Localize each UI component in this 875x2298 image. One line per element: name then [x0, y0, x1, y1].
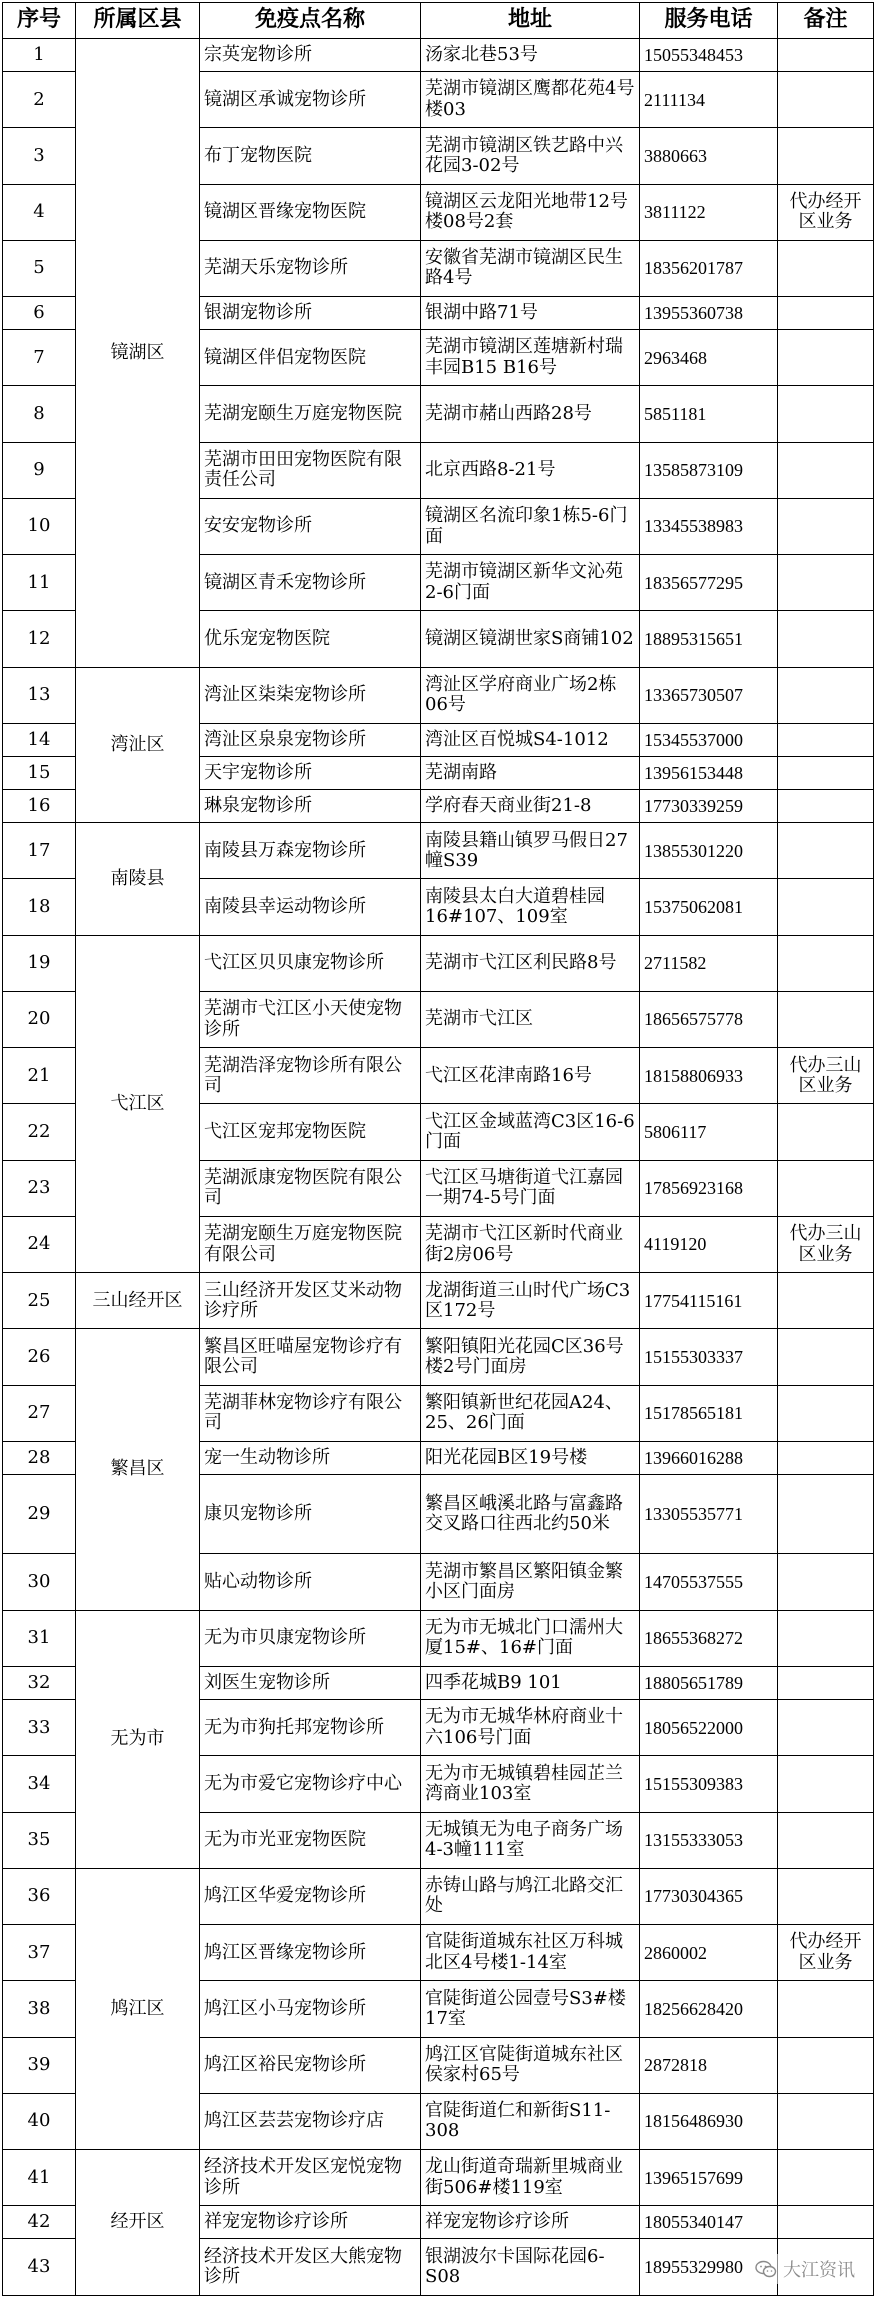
clinic-address: 镜湖区镜湖世家S商铺102 — [421, 611, 640, 667]
row-number: 34 — [3, 1756, 76, 1812]
clinic-name: 芜湖天乐宠物诊所 — [200, 240, 421, 296]
clinic-phone: 17754115161 — [640, 1273, 778, 1329]
clinic-phone: 13966016288 — [640, 1441, 778, 1474]
clinic-phone: 15155303337 — [640, 1329, 778, 1385]
clinic-address: 赤铸山路与鸠江北路交汇处 — [421, 1868, 640, 1924]
clinic-name: 南陵县万森宠物诊所 — [200, 823, 421, 879]
clinic-name: 镜湖区晋缘宠物医院 — [200, 184, 421, 240]
clinic-note — [778, 723, 874, 756]
clinic-note — [778, 1868, 874, 1924]
table-row — [3, 823, 874, 879]
clinic-note — [778, 1981, 874, 2037]
clinic-address: 镜湖区云龙阳光地带12号楼08号2套 — [421, 184, 640, 240]
clinic-name: 三山经济开发区艾米动物诊疗所 — [200, 1273, 421, 1329]
clinic-note — [778, 297, 874, 330]
district-cell: 三山经开区 — [76, 1273, 200, 1329]
table-row — [3, 2150, 874, 2206]
clinic-table — [2, 2, 874, 2296]
district-cell: 湾沚区 — [76, 667, 200, 823]
table-row — [3, 667, 874, 723]
clinic-name: 无为市贝康宠物诊所 — [200, 1610, 421, 1666]
clinic-name: 无为市爱它宠物诊疗中心 — [200, 1756, 421, 1812]
district-cell: 弋江区 — [76, 935, 200, 1273]
clinic-phone: 18655368272 — [640, 1610, 778, 1666]
clinic-note — [778, 1104, 874, 1160]
row-number: 3 — [3, 128, 76, 184]
clinic-name: 康贝宠物诊所 — [200, 1475, 421, 1554]
clinic-address: 龙山街道奇瑞新里城商业街506#楼119室 — [421, 2150, 640, 2206]
clinic-note — [778, 1756, 874, 1812]
clinic-phone: 3811122 — [640, 184, 778, 240]
clinic-note — [778, 386, 874, 442]
table-row — [3, 935, 874, 991]
clinic-address: 安徽省芜湖市镜湖区民生路4号 — [421, 240, 640, 296]
clinic-address: 四季花城B9 101 — [421, 1666, 640, 1699]
clinic-note — [778, 2206, 874, 2239]
clinic-address: 祥宠宠物诊疗诊所 — [421, 2206, 640, 2239]
clinic-note — [778, 1554, 874, 1610]
clinic-phone: 2111134 — [640, 72, 778, 128]
clinic-phone: 13345538983 — [640, 498, 778, 554]
row-number: 29 — [3, 1475, 76, 1554]
table-row — [3, 1868, 874, 1924]
clinic-name: 经济技术开发区大熊宠物诊所 — [200, 2239, 421, 2296]
clinic-address: 南陵县太白大道碧桂园16#107、109室 — [421, 879, 640, 935]
clinic-name: 刘医生宠物诊所 — [200, 1666, 421, 1699]
clinic-phone: 14705537555 — [640, 1554, 778, 1610]
clinic-address: 弋江区花津南路16号 — [421, 1048, 640, 1104]
clinic-note — [778, 1700, 874, 1756]
clinic-address: 芜湖市镜湖区新华文沁苑2-6门面 — [421, 555, 640, 611]
clinic-address: 南陵县籍山镇罗马假日27幢S39 — [421, 823, 640, 879]
clinic-name: 湾沚区泉泉宠物诊所 — [200, 723, 421, 756]
clinic-address: 官陡街道仁和新街S11-308 — [421, 2093, 640, 2149]
clinic-name: 天宇宠物诊所 — [200, 757, 421, 790]
clinic-name: 芜湖菲林宠物诊疗有限公司 — [200, 1385, 421, 1441]
clinic-note — [778, 555, 874, 611]
clinic-phone: 2963468 — [640, 330, 778, 386]
clinic-phone: 15155309383 — [640, 1756, 778, 1812]
clinic-name: 银湖宠物诊所 — [200, 297, 421, 330]
clinic-name: 镜湖区承诚宠物诊所 — [200, 72, 421, 128]
clinic-note — [778, 757, 874, 790]
row-number: 12 — [3, 611, 76, 667]
row-number: 36 — [3, 1868, 76, 1924]
clinic-address: 龙湖街道三山时代广场C3区172号 — [421, 1273, 640, 1329]
district-cell: 镜湖区 — [76, 39, 200, 668]
row-number: 2 — [3, 72, 76, 128]
row-number: 17 — [3, 823, 76, 879]
clinic-name: 镜湖区伴侣宠物医院 — [200, 330, 421, 386]
clinic-note — [778, 935, 874, 991]
row-number: 37 — [3, 1925, 76, 1981]
district-cell: 无为市 — [76, 1610, 200, 1868]
row-number: 30 — [3, 1554, 76, 1610]
clinic-note — [778, 1273, 874, 1329]
row-number: 20 — [3, 991, 76, 1047]
clinic-name: 湾沚区柒柒宠物诊所 — [200, 667, 421, 723]
clinic-name: 布丁宠物医院 — [200, 128, 421, 184]
clinic-address: 官陡街道公园壹号S3#楼17室 — [421, 1981, 640, 2037]
clinic-name: 无为市狗托邦宠物诊所 — [200, 1700, 421, 1756]
clinic-phone: 3880663 — [640, 128, 778, 184]
row-number: 26 — [3, 1329, 76, 1385]
header-district: 所属区县 — [76, 3, 200, 39]
clinic-name: 镜湖区青禾宠物诊所 — [200, 555, 421, 611]
clinic-note — [778, 667, 874, 723]
clinic-address: 弋江区金域蓝湾C3区16-6门面 — [421, 1104, 640, 1160]
clinic-address: 银湖波尔卡国际花园6-S08 — [421, 2239, 640, 2296]
clinic-note — [778, 879, 874, 935]
clinic-phone: 4119120 — [640, 1216, 778, 1272]
clinic-note — [778, 2037, 874, 2093]
clinic-note — [778, 1160, 874, 1216]
clinic-name: 鸠江区裕民宠物诊所 — [200, 2037, 421, 2093]
clinic-address: 无为市无城北门口濡州大厦15#、16#门面 — [421, 1610, 640, 1666]
row-number: 7 — [3, 330, 76, 386]
row-number: 13 — [3, 667, 76, 723]
clinic-phone: 2872818 — [640, 2037, 778, 2093]
clinic-note — [778, 39, 874, 72]
clinic-phone: 2860002 — [640, 1925, 778, 1981]
clinic-name: 经济技术开发区宠悦宠物诊所 — [200, 2150, 421, 2206]
row-number: 23 — [3, 1160, 76, 1216]
row-number: 15 — [3, 757, 76, 790]
row-number: 14 — [3, 723, 76, 756]
clinic-note — [778, 2150, 874, 2206]
clinic-phone: 13855301220 — [640, 823, 778, 879]
clinic-address: 弋江区马塘街道弋江嘉园一期74-5号门面 — [421, 1160, 640, 1216]
header-row — [3, 3, 874, 39]
row-number: 28 — [3, 1441, 76, 1474]
clinic-note — [778, 442, 874, 498]
clinic-phone: 15375062081 — [640, 879, 778, 935]
clinic-name: 芜湖市弋江区小天使宠物诊所 — [200, 991, 421, 1047]
clinic-address: 芜湖市赭山西路28号 — [421, 386, 640, 442]
clinic-note — [778, 2093, 874, 2149]
clinic-phone: 18805651789 — [640, 1666, 778, 1699]
clinic-note — [778, 1666, 874, 1699]
row-number: 27 — [3, 1385, 76, 1441]
clinic-name: 优乐宠宠物医院 — [200, 611, 421, 667]
clinic-address: 鸠江区官陡街道城东社区侯家村65号 — [421, 2037, 640, 2093]
clinic-phone: 17730304365 — [640, 1868, 778, 1924]
clinic-phone: 5851181 — [640, 386, 778, 442]
clinic-address: 北京西路8-21号 — [421, 442, 640, 498]
clinic-note: 代办经开区业务 — [778, 1925, 874, 1981]
clinic-address: 阳光花园B区19号楼 — [421, 1441, 640, 1474]
row-number: 21 — [3, 1048, 76, 1104]
clinic-phone: 18656575778 — [640, 991, 778, 1047]
clinic-name: 芜湖派康宠物医院有限公司 — [200, 1160, 421, 1216]
clinic-address: 芜湖市镜湖区铁艺路中兴花园3-02号 — [421, 128, 640, 184]
clinic-phone: 18158806933 — [640, 1048, 778, 1104]
clinic-note — [778, 498, 874, 554]
row-number: 5 — [3, 240, 76, 296]
clinic-phone: 13965157699 — [640, 2150, 778, 2206]
clinic-note — [778, 991, 874, 1047]
clinic-phone: 18356577295 — [640, 555, 778, 611]
row-number: 38 — [3, 1981, 76, 2037]
clinic-name: 祥宠宠物诊疗诊所 — [200, 2206, 421, 2239]
clinic-phone: 13956153448 — [640, 757, 778, 790]
clinic-phone: 17856923168 — [640, 1160, 778, 1216]
clinic-address: 无为市无城华林府商业十六106号门面 — [421, 1700, 640, 1756]
clinic-note: 代办三山区业务 — [778, 1216, 874, 1272]
clinic-address: 芜湖市繁昌区繁阳镇金繁小区门面房 — [421, 1554, 640, 1610]
row-number: 43 — [3, 2239, 76, 2296]
header-address: 地址 — [421, 3, 640, 39]
clinic-note — [778, 790, 874, 823]
clinic-name: 鸠江区晋缘宠物诊所 — [200, 1925, 421, 1981]
clinic-address: 芜湖南路 — [421, 757, 640, 790]
header-note: 备注 — [778, 3, 874, 39]
row-number: 4 — [3, 184, 76, 240]
clinic-phone: 15055348453 — [640, 39, 778, 72]
clinic-note: 代办三山区业务 — [778, 1048, 874, 1104]
row-number: 24 — [3, 1216, 76, 1272]
clinic-name: 琳泉宠物诊所 — [200, 790, 421, 823]
clinic-phone: 17730339259 — [640, 790, 778, 823]
clinic-phone: 13155333053 — [640, 1812, 778, 1868]
row-number: 19 — [3, 935, 76, 991]
table-row — [3, 1273, 874, 1329]
row-number: 41 — [3, 2150, 76, 2206]
clinic-phone: 18256628420 — [640, 1981, 778, 2037]
clinic-name: 鸠江区小马宠物诊所 — [200, 1981, 421, 2037]
clinic-name: 安安宠物诊所 — [200, 498, 421, 554]
clinic-phone: 18055340147 — [640, 2206, 778, 2239]
clinic-address: 繁阳镇新世纪花园A24、25、26门面 — [421, 1385, 640, 1441]
clinic-name: 宠一生动物诊所 — [200, 1441, 421, 1474]
table-row — [3, 39, 874, 72]
clinic-name: 芜湖宠颐生万庭宠物医院有限公司 — [200, 1216, 421, 1272]
clinic-note — [778, 1475, 874, 1554]
clinic-address: 芜湖市弋江区利民路8号 — [421, 935, 640, 991]
clinic-note — [778, 1385, 874, 1441]
clinic-address: 学府春天商业街21-8 — [421, 790, 640, 823]
clinic-phone: 13585873109 — [640, 442, 778, 498]
district-cell: 鸠江区 — [76, 1868, 200, 2149]
row-number: 25 — [3, 1273, 76, 1329]
clinic-name: 弋江区贝贝康宠物诊所 — [200, 935, 421, 991]
clinic-note — [778, 240, 874, 296]
clinic-note — [778, 1329, 874, 1385]
header-name: 免疫点名称 — [200, 3, 421, 39]
clinic-note — [778, 611, 874, 667]
wechat-icon — [755, 2260, 777, 2278]
clinic-address: 官陡街道城东社区万科城北区4号楼1-14室 — [421, 1925, 640, 1981]
row-number: 31 — [3, 1610, 76, 1666]
row-number: 42 — [3, 2206, 76, 2239]
clinic-address: 繁昌区峨溪北路与富鑫路交叉路口往西北约50米 — [421, 1475, 640, 1554]
row-number: 1 — [3, 39, 76, 72]
row-number: 18 — [3, 879, 76, 935]
clinic-phone: 5806117 — [640, 1104, 778, 1160]
clinic-address: 芜湖市弋江区 — [421, 991, 640, 1047]
table-row — [3, 1610, 874, 1666]
clinic-phone: 2711582 — [640, 935, 778, 991]
clinic-note — [778, 1441, 874, 1474]
header-phone: 服务电话 — [640, 3, 778, 39]
clinic-phone: 15345537000 — [640, 723, 778, 756]
clinic-name: 南陵县幸运动物诊所 — [200, 879, 421, 935]
clinic-phone: 18056522000 — [640, 1700, 778, 1756]
row-number: 8 — [3, 386, 76, 442]
row-number: 32 — [3, 1666, 76, 1699]
clinic-address: 芜湖市弋江区新时代商业街2房06号 — [421, 1216, 640, 1272]
row-number: 35 — [3, 1812, 76, 1868]
clinic-note — [778, 72, 874, 128]
clinic-phone: 18356201787 — [640, 240, 778, 296]
clinic-phone: 13365730507 — [640, 667, 778, 723]
row-number: 9 — [3, 442, 76, 498]
watermark-text: 大江资讯 — [783, 2260, 855, 2281]
row-number: 33 — [3, 1700, 76, 1756]
clinic-name: 芜湖市田田宠物医院有限责任公司 — [200, 442, 421, 498]
district-cell: 南陵县 — [76, 823, 200, 936]
clinic-address: 汤家北巷53号 — [421, 39, 640, 72]
row-number: 40 — [3, 2093, 76, 2149]
watermark — [751, 2254, 859, 2284]
clinic-phone: 18156486930 — [640, 2093, 778, 2149]
clinic-phone: 13955360738 — [640, 297, 778, 330]
district-cell: 繁昌区 — [76, 1329, 200, 1610]
clinic-phone: 18955329980 — [640, 2239, 778, 2296]
clinic-address: 湾沚区百悦城S4-1012 — [421, 723, 640, 756]
row-number: 16 — [3, 790, 76, 823]
clinic-note — [778, 1610, 874, 1666]
clinic-name: 弋江区宠邦宠物医院 — [200, 1104, 421, 1160]
clinic-note — [778, 823, 874, 879]
district-cell: 经开区 — [76, 2150, 200, 2296]
row-number: 39 — [3, 2037, 76, 2093]
clinic-address: 银湖中路71号 — [421, 297, 640, 330]
table-row — [3, 1329, 874, 1385]
clinic-address: 芜湖市镜湖区莲塘新村瑞丰园B15 B16号 — [421, 330, 640, 386]
clinic-name: 贴心动物诊所 — [200, 1554, 421, 1610]
clinic-note: 代办经开区业务 — [778, 184, 874, 240]
clinic-phone: 13305535771 — [640, 1475, 778, 1554]
clinic-note — [778, 330, 874, 386]
clinic-name: 鸠江区华爱宠物诊所 — [200, 1868, 421, 1924]
clinic-address: 湾沚区学府商业广场2栋06号 — [421, 667, 640, 723]
clinic-name: 芜湖宠颐生万庭宠物医院 — [200, 386, 421, 442]
header-no: 序号 — [3, 3, 76, 39]
clinic-name: 繁昌区旺喵屋宠物诊疗有限公司 — [200, 1329, 421, 1385]
clinic-note — [778, 128, 874, 184]
clinic-address: 无为市无城镇碧桂园芷兰湾商业103室 — [421, 1756, 640, 1812]
clinic-phone: 18895315651 — [640, 611, 778, 667]
row-number: 11 — [3, 555, 76, 611]
clinic-address: 镜湖区名流印象1栋5-6门面 — [421, 498, 640, 554]
row-number: 10 — [3, 498, 76, 554]
clinic-address: 繁阳镇阳光花园C区36号楼2号门面房 — [421, 1329, 640, 1385]
clinic-name: 宗英宠物诊所 — [200, 39, 421, 72]
clinic-name: 鸠江区芸芸宠物诊疗店 — [200, 2093, 421, 2149]
clinic-address: 芜湖市镜湖区鹰都花苑4号楼03 — [421, 72, 640, 128]
clinic-phone: 15178565181 — [640, 1385, 778, 1441]
clinic-name: 芜湖浩泽宠物诊所有限公司 — [200, 1048, 421, 1104]
row-number: 22 — [3, 1104, 76, 1160]
clinic-name: 无为市光亚宠物医院 — [200, 1812, 421, 1868]
clinic-address: 无城镇无为电子商务广场4-3幢111室 — [421, 1812, 640, 1868]
row-number: 6 — [3, 297, 76, 330]
clinic-note — [778, 1812, 874, 1868]
